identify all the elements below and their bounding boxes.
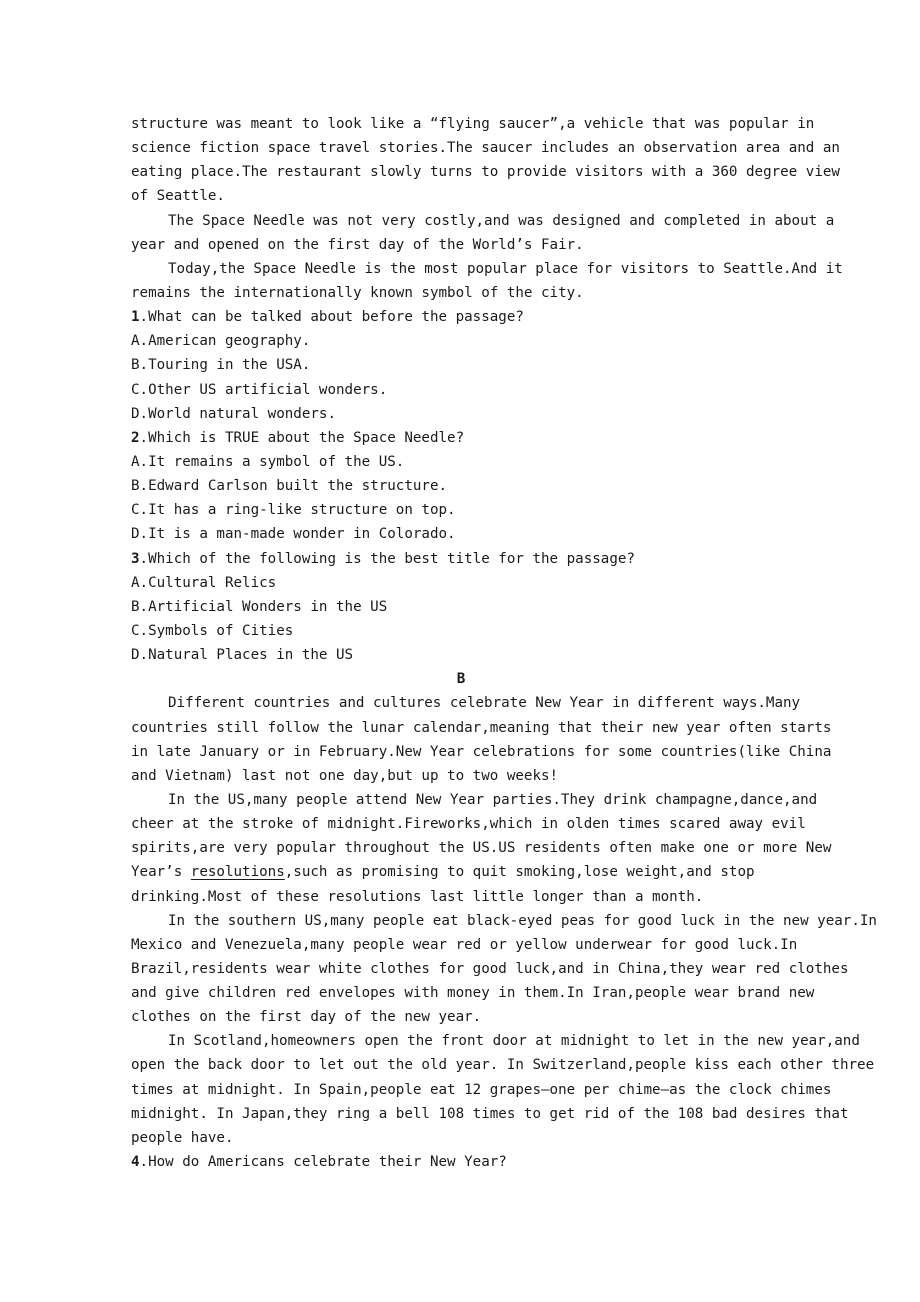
- text-line: open the back door to let out the old year. In Switzerland,people kiss each other three: [131, 1057, 875, 1074]
- text-line: and Vietnam) last not one day,but up to two weeks!: [131, 767, 559, 784]
- option-b: B.Artificial Wonders in the US: [131, 598, 388, 615]
- text-line: eating place.The restaurant slowly turns to provide visitors with a 360 degree view: [131, 164, 840, 181]
- text-line: of Seattle.: [131, 188, 225, 205]
- option-b: B.Touring in the USA.: [131, 357, 311, 374]
- question-stem: [131, 426, 791, 450]
- question-2: [131, 426, 791, 547]
- option-c: C.Other US artificial wonders.: [131, 381, 388, 398]
- text-line: Brazil,residents wear white clothes for good luck,and in China,they wear red clothes: [131, 960, 849, 977]
- option-a: A.It remains a symbol of the US.: [131, 453, 405, 470]
- text-line: structure was meant to look like a “flying saucer”,a vehicle that was popular in: [131, 116, 815, 132]
- option-a: A.Cultural Relics: [131, 574, 277, 591]
- passage-b-paragraph-2: [131, 788, 832, 909]
- text-line: In Scotland,homeowners open the front door at midnight to let in the new year,and: [168, 1033, 860, 1050]
- option-c: C.Symbols of Cities: [131, 622, 294, 639]
- text-line: clothes on the first day of the new year.: [131, 1009, 482, 1026]
- text-line: In the southern US,many people eat black-eyed peas for good luck in the new year.In: [168, 912, 877, 929]
- option-b: B.Edward Carlson built the structure.: [131, 478, 448, 495]
- text-line: year and opened on the first day of the World’s Fair.: [131, 236, 584, 253]
- text-line: Today,the Space Needle is the most popular place for visitors to Seattle.And it: [168, 260, 843, 277]
- text-line: and give children red envelopes with money in them.In Iran,people wear brand new: [131, 985, 815, 1002]
- option-d: D.Natural Places in the US: [131, 647, 354, 664]
- question-stem: [131, 547, 791, 571]
- text-line: drinking.Most of these resolutions last little longer than a month.: [131, 888, 704, 905]
- section-heading: B: [456, 671, 466, 688]
- passage-b-paragraph-1: [131, 691, 832, 788]
- question-number: 1: [131, 309, 140, 326]
- question-text: .Which is TRUE about the Space Needle?: [139, 429, 465, 446]
- text-line: midnight. In Japan,they ring a bell 108 times to get rid of the 108 bad desires that: [131, 1105, 849, 1122]
- text-segment: ,such as promising to quit smoking,lose weight,and stop: [284, 864, 755, 881]
- question-stem: [131, 305, 791, 329]
- text-line: cheer at the stroke of midnight.Fireworks,which in olden times scared away evil: [131, 816, 806, 833]
- text-line: [131, 860, 791, 884]
- question-number: 2: [131, 429, 140, 446]
- question-4: [131, 1150, 791, 1174]
- question-text: .Which of the following is the best title for the passage?: [139, 550, 635, 567]
- text-line: in late January or in February.New Year celebrations for some countries(like China: [131, 743, 832, 760]
- question-1: [131, 305, 791, 426]
- passage-b-paragraph-4: [131, 1029, 875, 1150]
- question-number: 3: [131, 550, 140, 567]
- passage-a-paragraph-1: [131, 112, 840, 209]
- option-d: D.World natural wonders.: [131, 405, 336, 422]
- text-line: In the US,many people attend New Year parties.They drink champagne,dance,and: [168, 791, 818, 808]
- option-d: D.It is a man-made wonder in Colorado.: [131, 526, 456, 543]
- question-text: .What can be talked about before the passage?: [139, 309, 524, 326]
- passage-b-paragraph-3: [131, 909, 877, 1030]
- text-line: countries still follow the lunar calendar,meaning that their new year often starts: [131, 719, 832, 736]
- text-line: spirits,are very popular throughout the US.US residents often make one or more New: [131, 840, 832, 857]
- question-stem: [131, 1150, 791, 1174]
- question-number: 4: [131, 1154, 140, 1171]
- text-line: The Space Needle was not very costly,and was designed and completed in about a: [168, 212, 835, 229]
- text-line: remains the internationally known symbol of the city.: [131, 284, 584, 301]
- text-segment: Year’s: [131, 864, 191, 881]
- document-page: [131, 112, 877, 1174]
- passage-a-paragraph-2: [131, 209, 835, 257]
- text-line: science fiction space travel stories.The saucer includes an observation area and an: [131, 140, 840, 157]
- question-3: [131, 547, 791, 668]
- text-line: Mexico and Venezuela,many people wear red or yellow underwear for good luck.In: [131, 936, 798, 953]
- passage-a-paragraph-3: [131, 257, 843, 305]
- text-line: Different countries and cultures celebrate New Year in different ways.Many: [168, 695, 801, 712]
- text-line: people have.: [131, 1129, 234, 1146]
- option-c: C.It has a ring-like structure on top.: [131, 502, 456, 519]
- option-a: A.American geography.: [131, 333, 311, 350]
- underlined-word: resolutions: [190, 864, 285, 881]
- text-line: times at midnight. In Spain,people eat 12 grapes—one per chime—as the clock chimes: [131, 1081, 832, 1098]
- question-text: .How do Americans celebrate their New Year?: [139, 1154, 507, 1171]
